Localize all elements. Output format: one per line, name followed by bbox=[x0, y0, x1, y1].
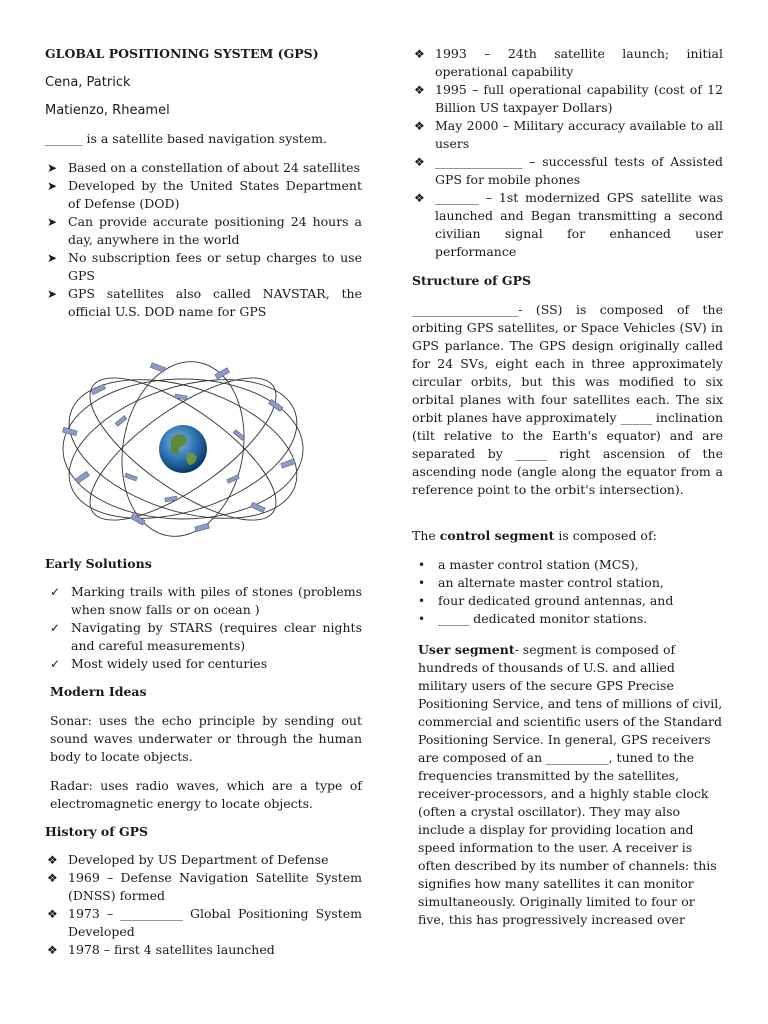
list-item: ❖ 1993 – 24th satellite launch; initial operational capability bbox=[414, 46, 723, 79]
diamond-bullet-icon: ❖ bbox=[47, 871, 58, 885]
list-item: ❖ 1969 – Defense Navigation Satellite System (DNSS) formed bbox=[47, 870, 362, 903]
arrow-bullet-icon: ➤ bbox=[47, 179, 58, 193]
dot-bullet-icon: • bbox=[418, 576, 426, 590]
arrow-bullet-icon: ➤ bbox=[47, 161, 58, 175]
author-1: Cena, Patrick bbox=[45, 75, 131, 90]
list-item: • four dedicated ground antennas, and bbox=[418, 593, 674, 608]
control-segment-term: control segment bbox=[439, 528, 555, 543]
diamond-bullet-icon: ❖ bbox=[47, 943, 58, 957]
diamond-bullet-icon: ❖ bbox=[414, 83, 425, 97]
arrow-bullet-icon: ➤ bbox=[47, 215, 58, 229]
radar-text: Radar: uses radio waves, which are a type of electromagnetic energy to locate objects. bbox=[50, 778, 362, 811]
sonar-text: Sonar: uses the echo principle by sending out sound waves underwater or through the human body to locate objects. bbox=[50, 713, 362, 764]
dot-bullet-icon: • bbox=[418, 612, 426, 626]
list-item: ❖ 1978 – first 4 satellites launched bbox=[47, 942, 275, 957]
earth-icon bbox=[159, 425, 207, 473]
diamond-bullet-icon: ❖ bbox=[414, 155, 425, 169]
gps-constellation-image bbox=[55, 357, 310, 542]
list-item: ➤ Can provide accurate positioning 24 hours a day, anywhere in the world bbox=[47, 214, 362, 247]
structure-text: _________________- (SS) is composed of the orbiting GPS satellites, or Space Vehicles (SV) in GPS parlance. The GPS design originally called for 24 SVs, eight each in three approximately circular orbits, but this was modified to six orbital planes with four satellites each. The six orbit planes have approximately _____ inclination (tilt relative to the Earth's equator) and are separated by _____ right ascension of the ascending node (angle along the equator from a reference point to the orbit's intersection). bbox=[412, 302, 723, 497]
early-solutions-heading: Early Solutions bbox=[45, 556, 152, 571]
check-bullet-icon: ✓ bbox=[50, 621, 61, 635]
document-title: GLOBAL POSITIONING SYSTEM (GPS) bbox=[45, 46, 319, 61]
author-2: Matienzo, Rheamel bbox=[45, 103, 170, 118]
list-item: ➤ GPS satellites also called NAVSTAR, the official U.S. DOD name for GPS bbox=[47, 286, 362, 319]
list-item: • a master control station (MCS), bbox=[418, 557, 639, 572]
list-item: ➤ Developed by the United States Department of Defense (DOD) bbox=[47, 178, 362, 211]
history-heading: History of GPS bbox=[45, 824, 149, 839]
diamond-bullet-icon: ❖ bbox=[47, 853, 58, 867]
modern-ideas-heading: Modern Ideas bbox=[50, 684, 147, 699]
diamond-bullet-icon: ❖ bbox=[414, 47, 425, 61]
diamond-bullet-icon: ❖ bbox=[414, 119, 425, 133]
diamond-bullet-icon: ❖ bbox=[414, 191, 425, 205]
list-item: ✓ Navigating by STARS (requires clear nights and careful measurements) bbox=[50, 620, 362, 653]
control-list bbox=[412, 556, 723, 628]
check-bullet-icon: ✓ bbox=[50, 585, 61, 599]
list-item: ✓ Most widely used for centuries bbox=[50, 656, 268, 671]
list-item: ➤ Based on a constellation of about 24 satellites bbox=[47, 160, 360, 175]
list-item: ❖ _______ – 1st modernized GPS satellite was launched and Began transmitting a second civilian signal for enhanced user performance bbox=[414, 190, 723, 259]
list-item: ❖ May 2000 – Military accuracy available to all users bbox=[414, 118, 723, 151]
control-intro: The control segment is composed of: bbox=[412, 528, 657, 543]
dot-bullet-icon: • bbox=[418, 558, 426, 572]
early-solutions-list bbox=[48, 583, 362, 673]
list-item: ❖ Developed by US Department of Defense bbox=[47, 852, 329, 867]
history-list-right bbox=[412, 45, 723, 261]
list-item: ✓ Marking trails with piles of stones (problems when snow falls or on ocean ) bbox=[50, 584, 362, 617]
intro-text: ______ is a satellite based navigation system. bbox=[45, 131, 327, 146]
user-segment-text: User segment- segment is composed of hundreds of thousands of U.S. and allied military users of the secure GPS Precise Positioning Service, and tens of millions of civil, commercial and scientific users of the Standard Positioning Service. In general, GPS receivers are composed of an __________, tuned to the frequencies transmitted by the satellites, receiver-processors, and a highly stable clock (often a crystal oscillator). They may also include a display for providing location and speed information to the user. A receiver is often described by its number of channels: this signifies how many satellites it can monitor simultaneously. Originally limited to four or five, this has progressively increased over bbox=[418, 642, 723, 927]
diamond-bullet-icon: ❖ bbox=[47, 907, 58, 921]
dot-bullet-icon: • bbox=[418, 594, 426, 608]
list-item: • _____ dedicated monitor stations. bbox=[418, 611, 648, 626]
list-item: • an alternate master control station, bbox=[418, 575, 664, 590]
features-list bbox=[45, 159, 362, 321]
arrow-bullet-icon: ➤ bbox=[47, 251, 58, 265]
list-item: ❖ ______________ – successful tests of Assisted GPS for mobile phones bbox=[414, 154, 723, 187]
structure-heading: Structure of GPS bbox=[412, 273, 532, 288]
arrow-bullet-icon: ➤ bbox=[47, 287, 58, 301]
user-segment-term: User segment bbox=[418, 642, 515, 657]
check-bullet-icon: ✓ bbox=[50, 657, 61, 671]
list-item: ❖ 1973 – __________ Global Positioning System Developed bbox=[47, 906, 362, 939]
list-item: ❖ 1995 – full operational capability (cost of 12 Billion US taxpayer Dollars) bbox=[414, 82, 723, 115]
history-list-left bbox=[45, 851, 362, 959]
list-item: ➤ No subscription fees or setup charges to use GPS bbox=[47, 250, 362, 283]
